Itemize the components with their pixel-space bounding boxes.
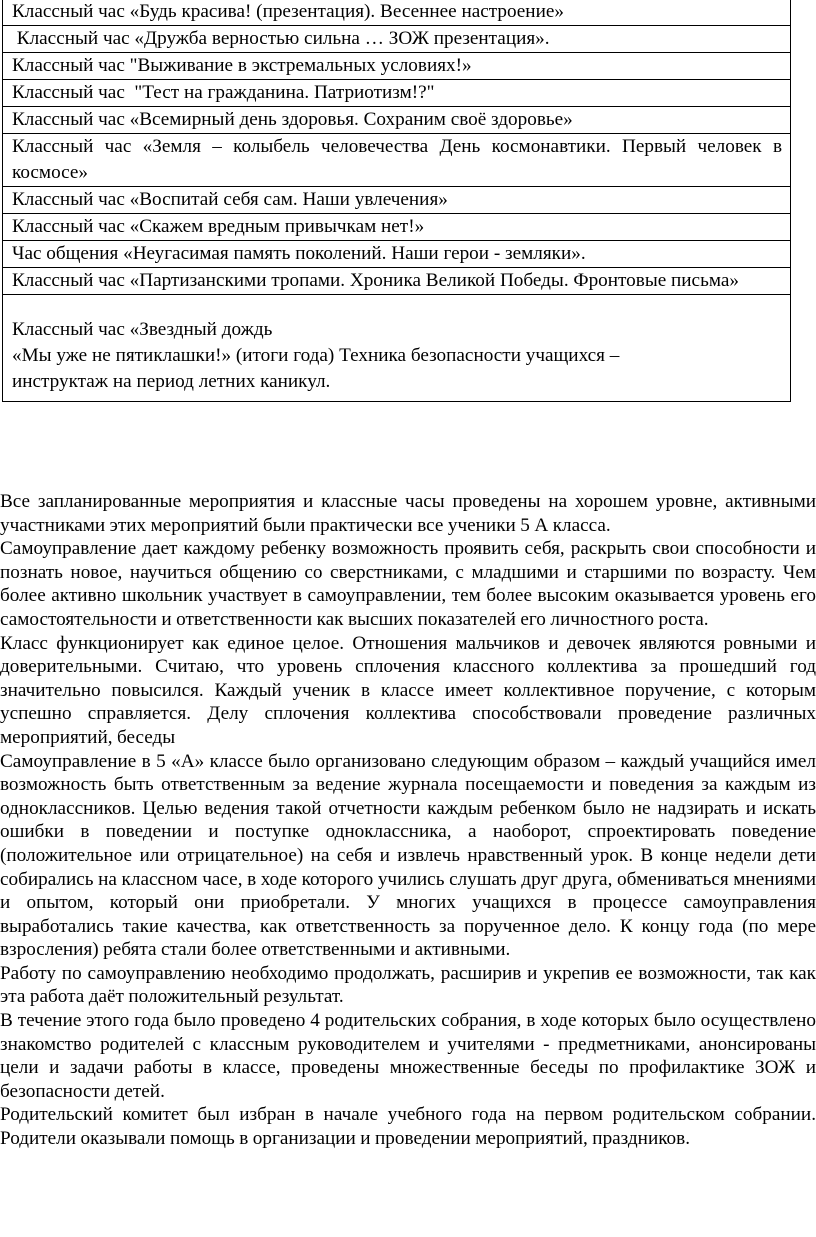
table-cell xyxy=(3,187,791,214)
table-row xyxy=(3,187,791,214)
cell-line: Классный час «Воспитай себя сам. Наши увлечения» xyxy=(12,189,448,210)
cell-line: Классный час «Будь красива! (презентация). Весеннее настроение» xyxy=(12,1,564,22)
paragraph: Самоуправление в 5 «А» классе было организовано следующим образом – каждый учащийся имел возможность быть ответственным за ведение журнала посещаемости и поведения за каждым из одноклассников. Целью ведения такой отчетности каждым ребенком было не надзирать и искать ошибки в поведении и поступке одноклассника, а наоборот, спроектировать поведение (положительное или отрицательное) на себя и извлечь нравственный урок. В конце недели дети собирались на классном часе, в ходе которого учились слушать друг друга, обмениваться мнениями и опытом, который они приобретали. У многих учащихся в процессе самоуправления выработались такие качества, как ответственность за порученное дело. К концу года (по мере взросления) ребята стали более ответственными и активными. xyxy=(0,750,816,961)
table-row xyxy=(3,241,791,268)
table-cell xyxy=(3,80,791,107)
table-row xyxy=(3,214,791,241)
cell-line: Классный час "Тест на гражданина. Патриотизм!?" xyxy=(12,82,435,103)
cell-line: инструктаж на период летних каникул. xyxy=(12,371,331,392)
cell-line: Классный час «Дружба верностью сильна … ЗОЖ презентация». xyxy=(12,28,550,49)
table-cell xyxy=(3,241,791,268)
table-row xyxy=(3,26,791,53)
table-cell xyxy=(3,268,791,295)
cell-line: Классный час «Земля – колыбель человечества День космонавтики. Первый человек в космосе» xyxy=(12,136,782,183)
table-row xyxy=(3,134,791,187)
paragraph: Работу по самоуправлению необходимо продолжать, расширив и укрепив ее возможности, так как эта работа даёт положительный результат. xyxy=(0,962,816,1008)
report-body xyxy=(0,490,816,1151)
cell-line: Час общения «Неугасимая память поколений. Наши герои - земляки». xyxy=(12,243,586,264)
table-cell xyxy=(3,295,791,402)
table-cell xyxy=(3,134,791,187)
table-cell xyxy=(3,53,791,80)
cell-line: «Мы уже не пятиклашки!» (итоги года) Техника безопасности учащихся – xyxy=(12,345,620,366)
cell-line: Классный час "Выживание в экстремальных условиях!» xyxy=(12,55,472,76)
table-cell xyxy=(3,0,791,26)
table-row xyxy=(3,268,791,295)
class-hours-table xyxy=(2,0,791,402)
table-row xyxy=(3,53,791,80)
table-row xyxy=(3,0,791,26)
cell-line: Классный час «Партизанскими тропами. Хроника Великой Победы. Фронтовые письма» xyxy=(12,270,739,291)
paragraph: В течение этого года было проведено 4 родительских собрания, в ходе которых было осуществлено знакомство родителей с классным руководителем и учителями - предметниками, анонсированы цели и задачи работы в классе, проведены множественные беседы по профилактике ЗОЖ и безопасности детей. xyxy=(0,1010,816,1102)
table-row xyxy=(3,80,791,107)
table-row xyxy=(3,295,791,402)
paragraph: Родительский комитет был избран в начале учебного года на первом родительском собрании. Родители оказывали помощь в организации и проведении мероприятий, праздников. xyxy=(0,1104,816,1150)
table-cell xyxy=(3,214,791,241)
table-cell xyxy=(3,107,791,134)
cell-line: Классный час «Звездный дождь xyxy=(12,319,273,340)
paragraph: Все запланированные мероприятия и классные часы проведены на хорошем уровне, активными участниками этих мероприятий были практически все ученики 5 А класса. xyxy=(0,491,816,536)
paragraph: Самоуправление дает каждому ребенку возможность проявить себя, раскрыть свои способности и познать новое, научиться общению со сверстниками, с младшими и старшими по возрасту. Чем более активно школьник участвует в самоуправлении, тем более высоким оказывается уровень его самостоятельности и ответственности как высших показателей его личностного роста. xyxy=(0,538,816,630)
paragraph: Класс функционирует как единое целое. Отношения мальчиков и девочек являются ровными и доверительными. Считаю, что уровень сплочения классного коллектива за прошедший год значительно повысился. Каждый ученик в классе имеет коллективное поручение, с которым успешно справляется. Делу сплочения коллектива способствовали проведение различных мероприятий, беседы xyxy=(0,632,816,748)
table-cell xyxy=(3,26,791,53)
cell-line: Классный час «Всемирный день здоровья. Сохраним своё здоровье» xyxy=(12,109,573,130)
table-row xyxy=(3,107,791,134)
cell-line: Классный час «Скажем вредным привычкам нет!» xyxy=(12,216,425,237)
